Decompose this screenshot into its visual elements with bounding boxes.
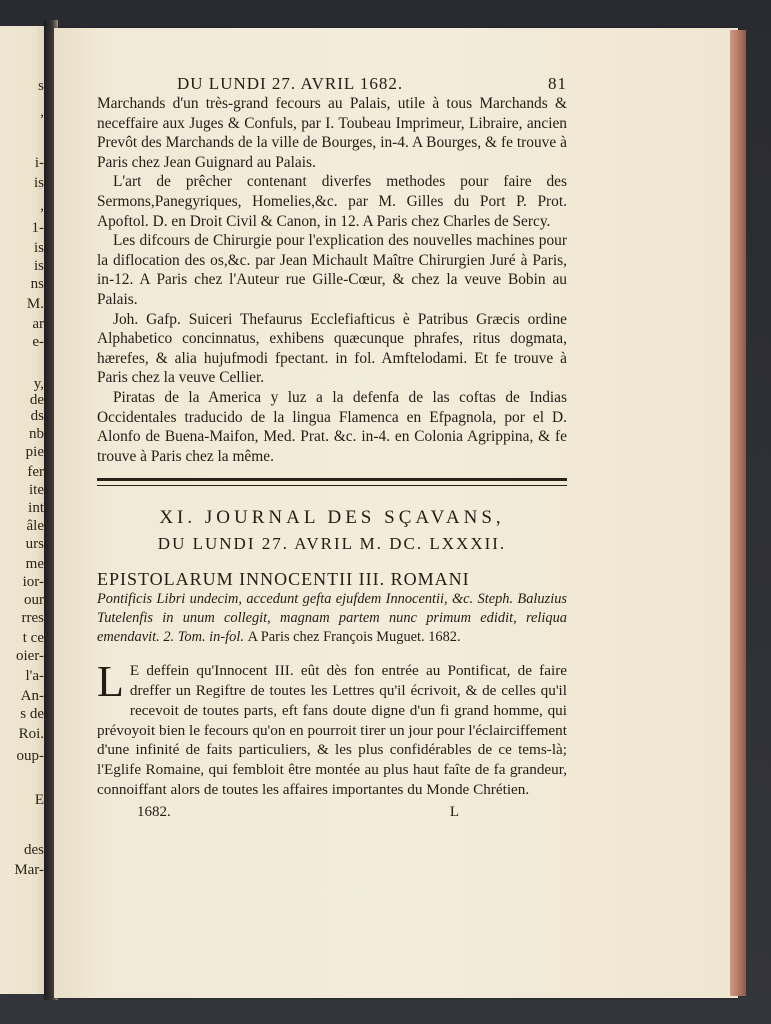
book-subtitle	[97, 590, 567, 647]
previous-page-fragment: is	[33, 175, 44, 191]
previous-page-fragment: me	[25, 556, 44, 572]
previous-page-fragment: oier-	[15, 648, 44, 664]
previous-page-fragment: s de	[20, 706, 44, 722]
drop-cap: L	[97, 657, 124, 707]
previous-page-fragment: ,	[40, 198, 44, 214]
previous-page-fragment: ds	[30, 408, 44, 424]
previous-page-fragment: s	[38, 78, 44, 94]
page-text-block	[97, 74, 567, 821]
journal-title: XI. JOURNAL DES SÇAVANS,	[159, 507, 505, 529]
previous-page-fragment: oup-	[16, 748, 44, 764]
paragraph: Les difcours de Chirurgie pour l'explication des nouvelles machines pour la diflocation des os,&c. par Jean Michault Maître Chirurgien Juré à Paris, in-12. A Paris chez l'Auteur rue Gille-Cœur, & chez la veuve Bobin au Palais.	[97, 232, 567, 308]
paragraph: Piratas de la America y luz a la defenfa de las coftas de Indias Occidentales traducido de la lingua Flamenca en Efpagnola, por el D. Alonfo de Buena-Maifon, Med. Prat. &c. in-4. en Colonia Agrippina, & fe trouve à Paris chez la même.	[97, 388, 567, 465]
previous-page-fragment: An-	[20, 688, 44, 704]
page-footer	[97, 804, 567, 821]
previous-page-fragment: rres	[21, 610, 44, 626]
previous-page-fragment: Roi.	[18, 726, 44, 742]
previous-page-fragment: âle	[26, 518, 44, 534]
previous-page-fragment: de	[29, 392, 44, 408]
signature-mark: L	[449, 803, 459, 820]
previous-page-fragment: i-	[34, 155, 44, 171]
previous-page-fragment: ior-	[22, 574, 44, 590]
previous-page-fragment: e-	[32, 334, 44, 350]
previous-page-fragment: urs	[25, 536, 44, 552]
previous-page-fragment: t ce	[22, 630, 44, 646]
page-stack-edge	[730, 30, 746, 996]
previous-page-fragment: pie	[25, 444, 44, 460]
previous-page-fragment: ,	[40, 104, 44, 120]
page-number: 81	[548, 74, 567, 93]
paragraph: Marchands d'un très-grand fecours au Palais, utile à tous Marchands & neceffaire aux Juges & Confuls, par I. Toubeau Imprimeur, Libraire, ancien Prevôt des Marchands de la ville de Bourges, in-4. A Bourges, & fe trouve à Paris chez Jean Guignard au Palais.	[97, 95, 567, 171]
running-head-title: DU LUNDI 27. AVRIL 1682.	[177, 74, 404, 93]
previous-page-fragment: int	[28, 500, 44, 516]
previous-page-fragment: nb	[29, 426, 44, 442]
previous-page-fragment: ar	[32, 316, 44, 332]
previous-page-fragment: is	[33, 258, 44, 274]
book-title: EPISTOLARUM INNOCENTII III. ROMANI	[97, 569, 470, 590]
previous-page-fragment: y,	[33, 376, 44, 392]
previous-page-fragment: E	[34, 792, 44, 808]
previous-page-fragment: our	[24, 592, 44, 608]
article-text: E deffein qu'Innocent III. eût dès fon entrée au Pontificat, de faire dreffer un Regiftre de toutes les Lettres qu'il écrivoit, & de celles qu'il recevoit de toutes parts, eft fans doute digne d'un fi grand homme, qui prévoyoit bien le fecours qu'on en pourroit tirer un jour pour l'éclairciffement d'une infinité de faits particuliers, & les plus confidérables de ce tems-là; l'Eglife Romaine, qui fembloit être montée au plus haut faîte de fa grandeur, connoiffant alors de toutes les affaires importantes du Monde Chrétien.	[97, 662, 567, 799]
paragraph: L'art de prêcher contenant diverfes methodes pour faire des Sermons,Panegyriques, Homelies,&c. par M. Gilles du Port P. Prot. Apoftol. D. en Droit Civil & Canon, in 12. A Paris chez Charles de Sercy.	[97, 173, 567, 230]
paragraph: Joh. Gafp. Suiceri Thefaurus Ecclefiafticus è Patribus Græcis ordine Alphabetico concinnatus, exhibens quæcunque phrafes, ritus dogmata, hærefes, & alia hujufmodi fpectant. in fol. Amftelodami. Et fe trouve à Paris chez la veuve Cellier.	[97, 310, 567, 387]
previous-page-fragment: des	[24, 842, 44, 858]
article-body	[97, 657, 567, 800]
previous-page-fragment: is	[33, 240, 44, 256]
previous-page-fragment: ite	[29, 482, 44, 498]
running-head	[97, 74, 567, 94]
previous-page-fragment: M.	[26, 296, 44, 312]
previous-page-fragment: fer	[27, 464, 44, 480]
previous-page-fragment: 1-	[31, 220, 44, 236]
previous-page-fragment: Mar-	[14, 862, 44, 878]
previous-page-edge	[0, 26, 50, 994]
previous-page-fragment: ns	[30, 276, 44, 292]
section-divider	[97, 478, 567, 486]
previous-page-fragment: l'a-	[25, 668, 44, 684]
book-imprint: A Paris chez François Muguet. 1682.	[247, 629, 461, 646]
book-subtitle-italic: Pontificis Libri undecim, accedunt gefta ejufdem Innocentii, &c. Steph. Baluzius Tutelenfis in unum collegit, magnam partem nunc primum edidit, reliqua emendavit. 2. Tom. in-fol.	[97, 591, 567, 646]
issue-date: DU LUNDI 27. AVRIL M. DC. LXXXII.	[157, 534, 507, 554]
footer-year: 1682.	[137, 803, 171, 820]
